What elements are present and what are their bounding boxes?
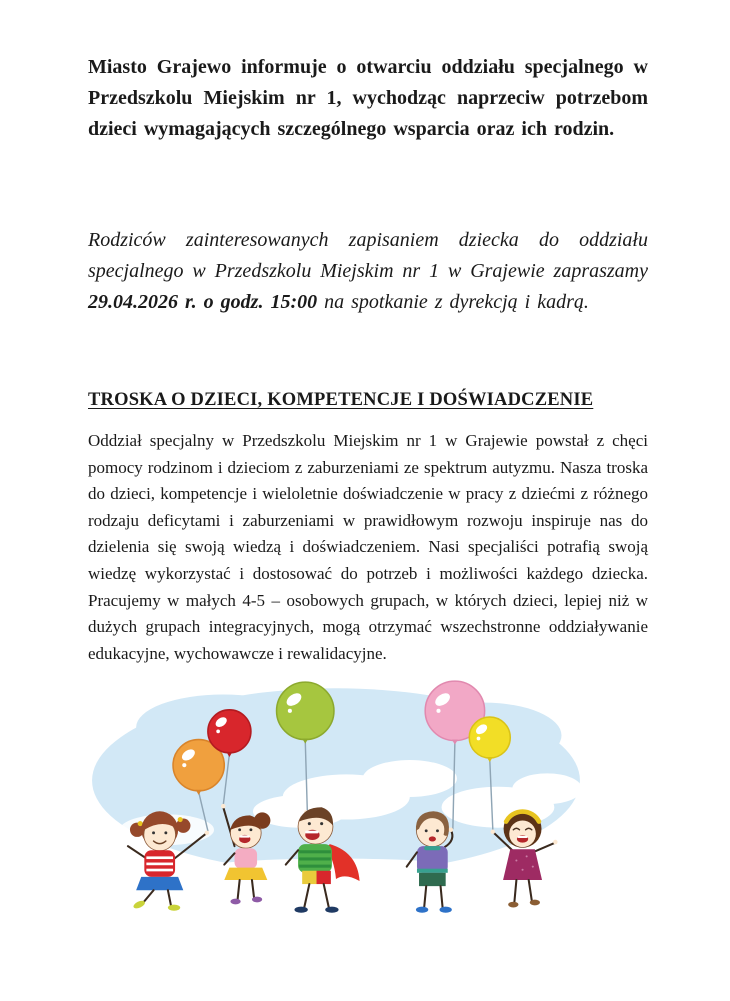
section-heading: TROSKA O DZIECI, KOMPETENCJE I DOŚWIADCZENIE xyxy=(88,390,594,410)
intro-paragraph: Miasto Grajewo informuje o otwarciu oddziału specjalnego w Przedszkolu Miejskim nr 1, wychodząc naprzeciw potrzebom dzieci wymagających szczególnego wsparcia oraz ich rodzin. xyxy=(88,56,648,140)
section-body-paragraph: Oddział specjalny w Przedszkolu Miejskim nr 1 w Grajewie powstał z chęci pomocy rodzinom i dzieciom z zaburzeniami ze spektrum autyzmu. Nasza troska do dzieci, kompetencje i wieloletnie doświadczenie w pracy z dziećmi z różnego rodzaju deficytami i zaburzeniami w prawidłowym rozwoju inspiruje nas do dzielenia się swoją wiedzą i doświadczeniem. Nasi specjaliści potrafią swoją wiedzę wykorzystać i dostosować do potrzeb i możliwości każdego dziecka. Pracujemy w małych 4-5 – osobowych grupach, w których dzieci, lepiej niż w dużych grupach integracyjnych, mogą otrzymać wszechstronne oddziaływanie edukacyjne, wychowawcze i rewalidacyjne. xyxy=(88,431,648,663)
invitation-text-before: Rodziców zainteresowanych zapisaniem dziecka do oddziału specjalnego w Przedszkolu Miejskim nr 1 w Grajewie zapraszamy xyxy=(88,229,648,282)
invitation-paragraph xyxy=(88,225,648,318)
meeting-datetime: 29.04.2026 r. o godz. 15:00 xyxy=(88,291,318,313)
invitation-text-after: na spotkanie z dyrekcją i kadrą. xyxy=(317,291,589,313)
children-balloons-illustration xyxy=(90,676,582,922)
